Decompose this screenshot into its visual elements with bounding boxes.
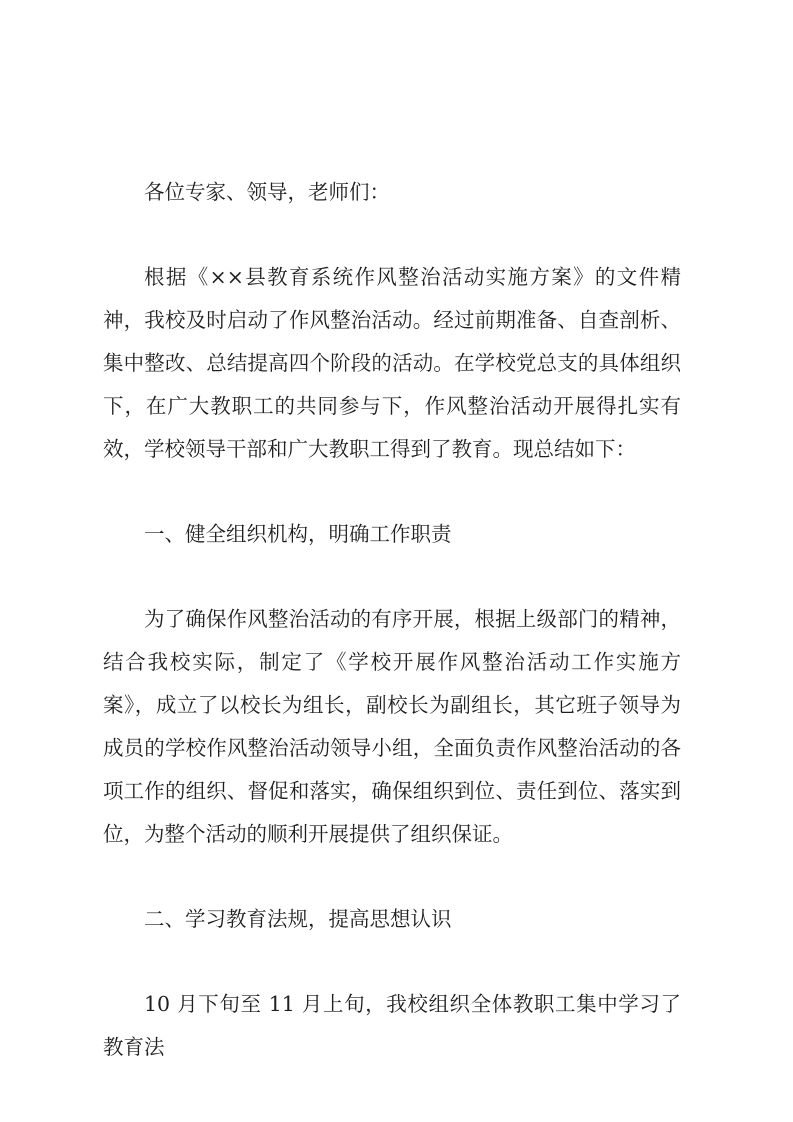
- section-heading-1: 一、健全组织机构，明确工作职责: [144, 522, 452, 546]
- paragraph-organization: 为了确保作风整治活动的有序开展，根据上级部门的精神，结合我校实际，制定了《学校开展作风整治活动工作实施方案》，成立了以校长为组长，副校长为副组长，其它班子领导为成员的学校作风整治活动领导小组，全面负责作风整治活动的各项工作的组织、督促和落实，确保组织到位、责任到位、落实到位，为整个活动的顺利开展提供了组织保证。: [103, 607, 681, 846]
- paragraph-study: 10 月下旬至 11 月上旬，我校组织全体教职工集中学习了教育法: [103, 992, 681, 1059]
- salutation: 各位专家、领导，老师们：: [144, 180, 390, 204]
- section-heading-2: 二、学习教育法规，提高思想认识: [144, 907, 452, 931]
- paragraph-intro: 根据《××县教育系统作风整治活动实施方案》的文件精神，我校及时启动了作风整治活动。经过前期准备、自查剖析、集中整改、总结提高四个阶段的活动。在学校党总支的具体组织下，在广大教职工的共同参与下，作风整治活动开展得扎实有效，学校领导干部和广大教职工得到了教育。现总结如下：: [103, 265, 681, 461]
